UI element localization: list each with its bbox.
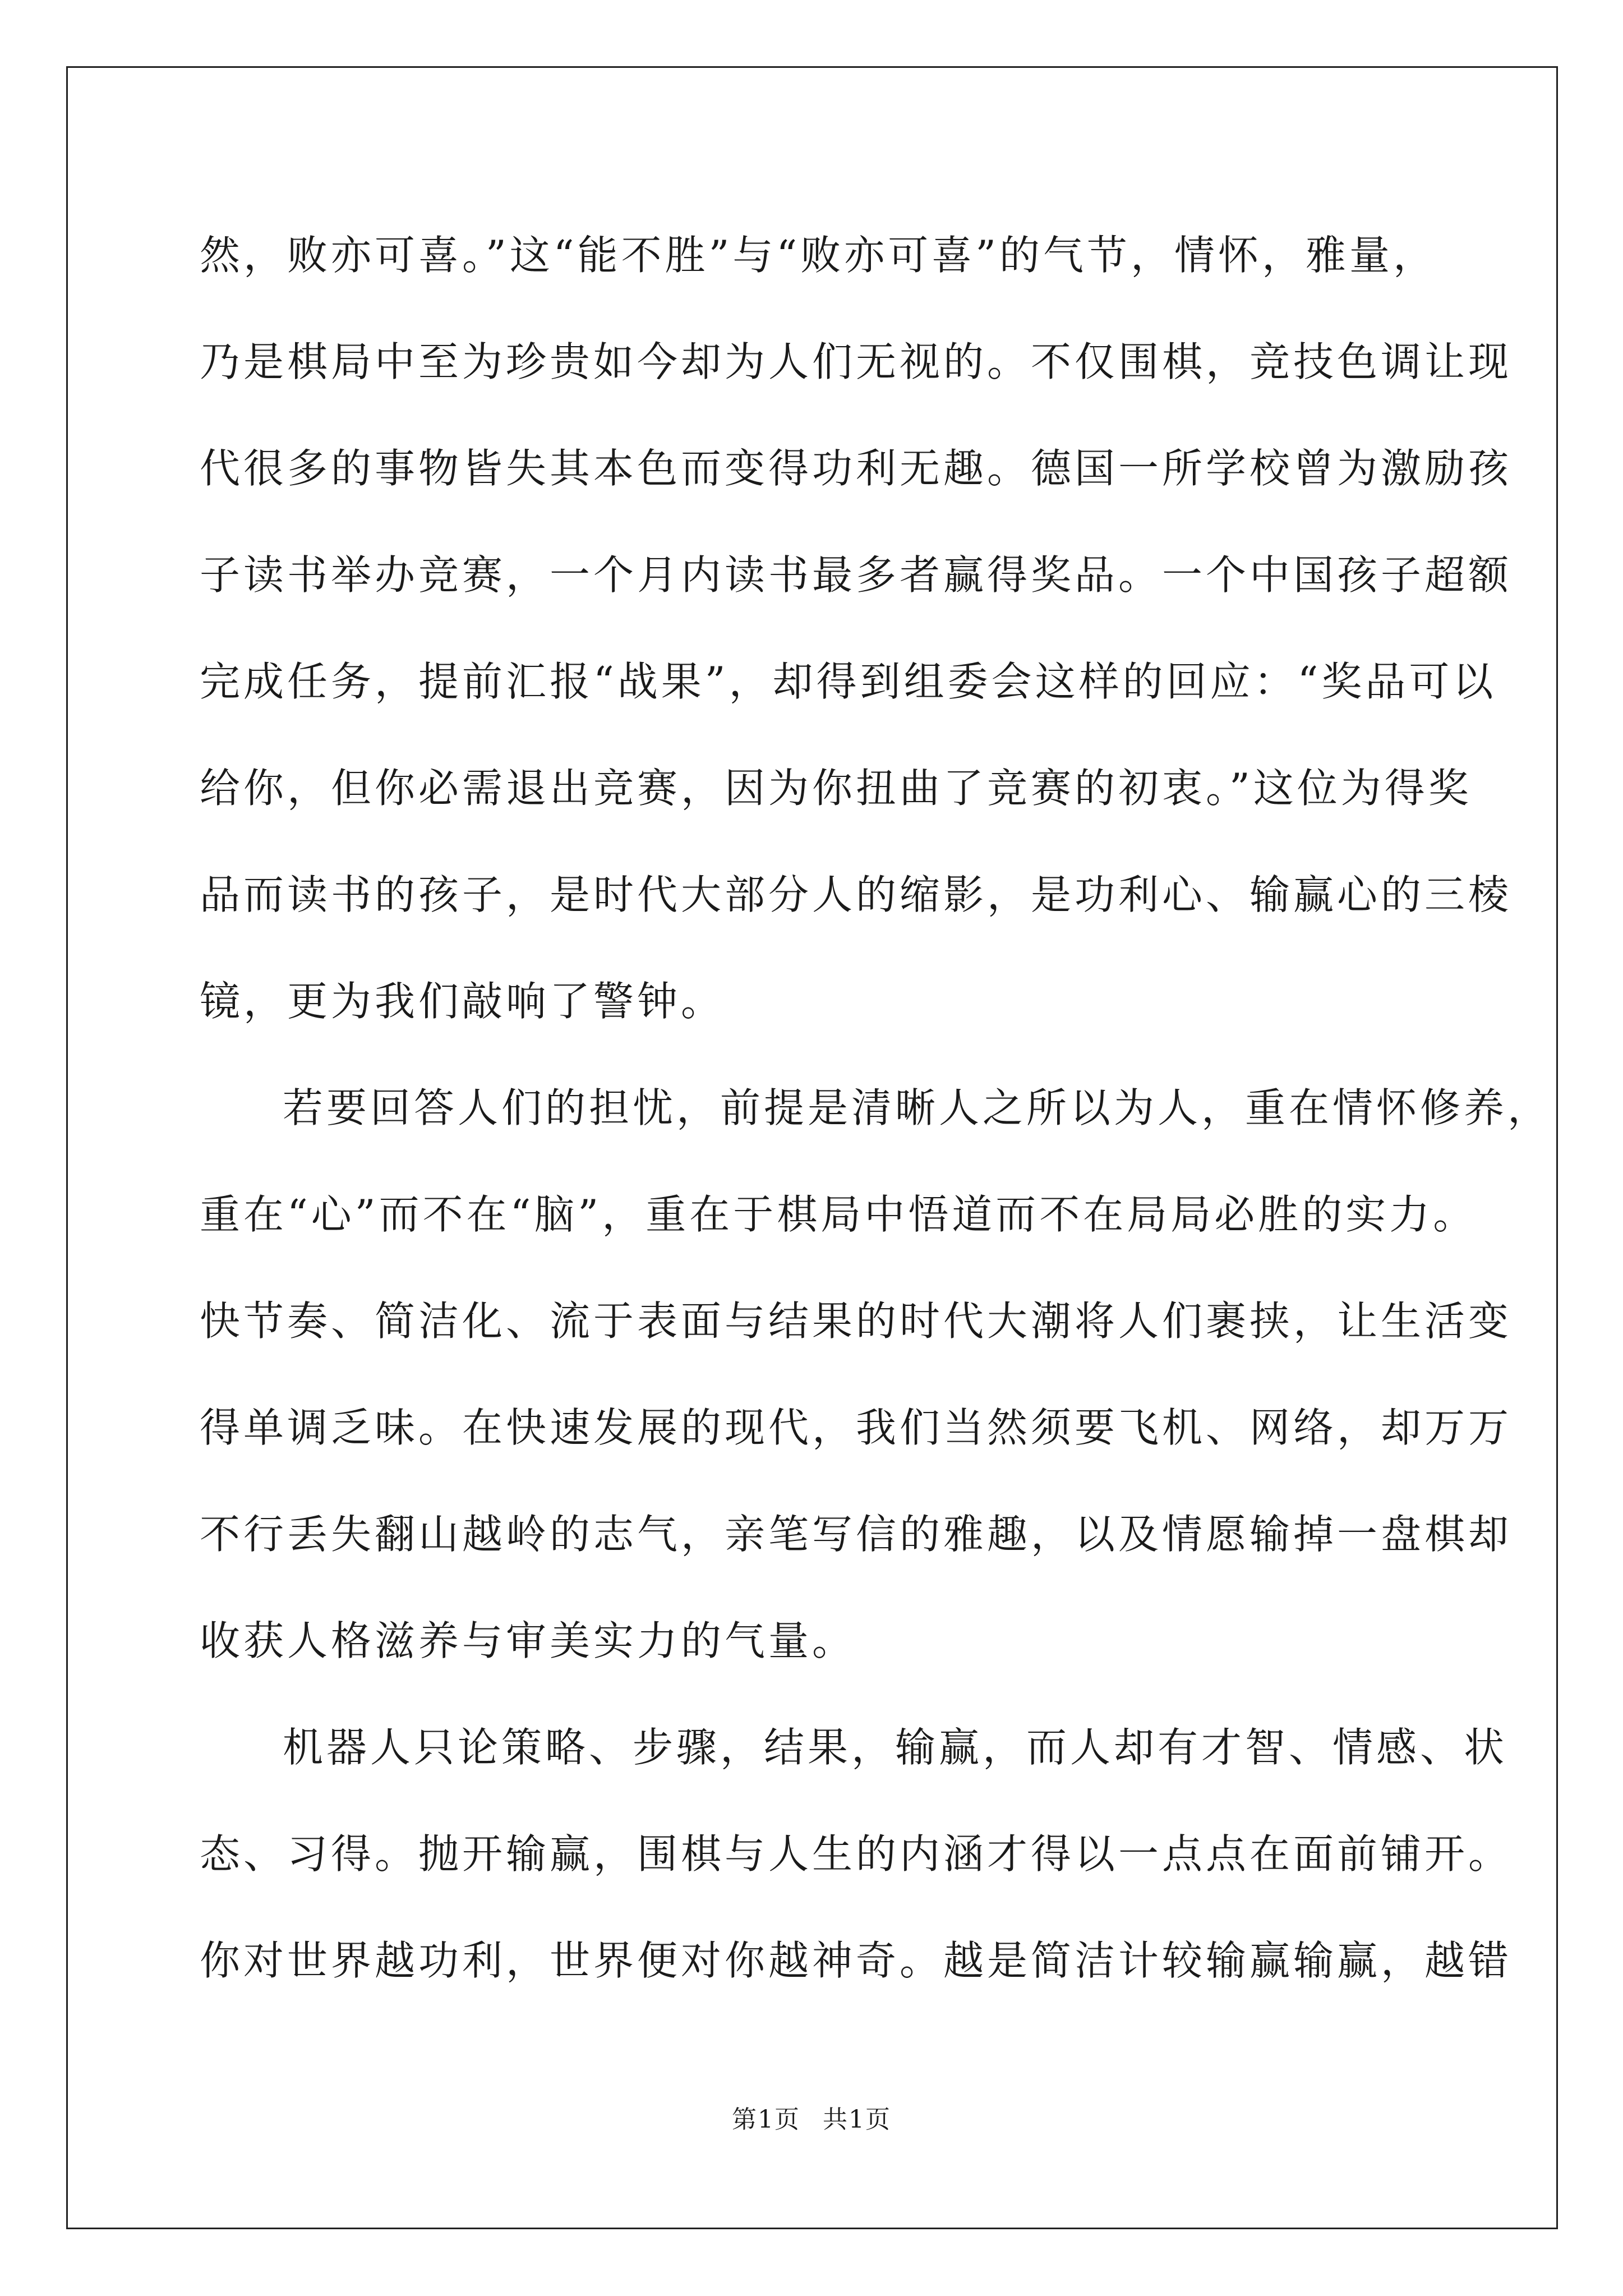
text-line: 态、习得。抛开输赢，围棋与人生的内涵才得以一点点在面前铺开。 <box>200 1830 1513 1878</box>
text-line: 镜，更为我们敲响了警钟。 <box>200 978 725 1025</box>
text-line: 不行丢失翻山越岭的志气，亲笔写信的雅趣，以及情愿输掉一盘棋却 <box>200 1511 1513 1558</box>
paragraph-start-line: 若要回答人们的担忧，前提是清晰人之所以为人，重在情怀修养， <box>283 1084 1552 1131</box>
text-line: 品而读书的孩子，是时代大部分人的缩影，是功利心、输赢心的三棱 <box>200 871 1513 918</box>
text-line: 重在“心”而不在“脑”，重在于棋局中悟道而不在局局必胜的实力。 <box>200 1191 1477 1238</box>
page-number: 第1页 <box>732 2105 800 2134</box>
text-line: 完成任务，提前汇报“战果”，却得到组委会这样的回应：“奖品可以 <box>200 658 1497 705</box>
text-line: 子读书举办竞赛，一个月内读书最多者赢得奖品。一个中国孩子超额 <box>200 551 1513 599</box>
text-line: 你对世界越功利，世界便对你越神奇。越是简洁计较输赢输赢，越错 <box>200 1937 1513 1984</box>
paragraph-start-line: 机器人只论策略、步骤，结果，输赢，而人却有才智、情感、状 <box>283 1724 1508 1771</box>
text-line: 收获人格滋养与审美实力的气量。 <box>200 1617 856 1664</box>
text-line: 然，败亦可喜。”这“能不胜”与“败亦可喜”的气节，情怀，雅量， <box>200 232 1437 279</box>
text-line: 得单调乏味。在快速发展的现代，我们当然须要飞机、网络，却万万 <box>200 1404 1513 1451</box>
text-line: 乃是棋局中至为珍贵如今却为人们无视的。不仅围棋，竞技色调让现 <box>200 338 1513 385</box>
document-body <box>200 202 1552 2014</box>
text-line: 给你，但你必需退出竞赛，因为你扭曲了竞赛的初衷。”这位为得奖 <box>200 765 1472 812</box>
page-footer <box>0 2099 1623 2135</box>
page-total: 共1页 <box>823 2105 891 2134</box>
text-line: 快节奏、简洁化、流于表面与结果的时代大潮将人们裹挟，让生活变 <box>200 1297 1513 1345</box>
text-line: 代很多的事物皆失其本色而变得功利无趣。德国一所学校曾为激励孩 <box>200 445 1513 492</box>
